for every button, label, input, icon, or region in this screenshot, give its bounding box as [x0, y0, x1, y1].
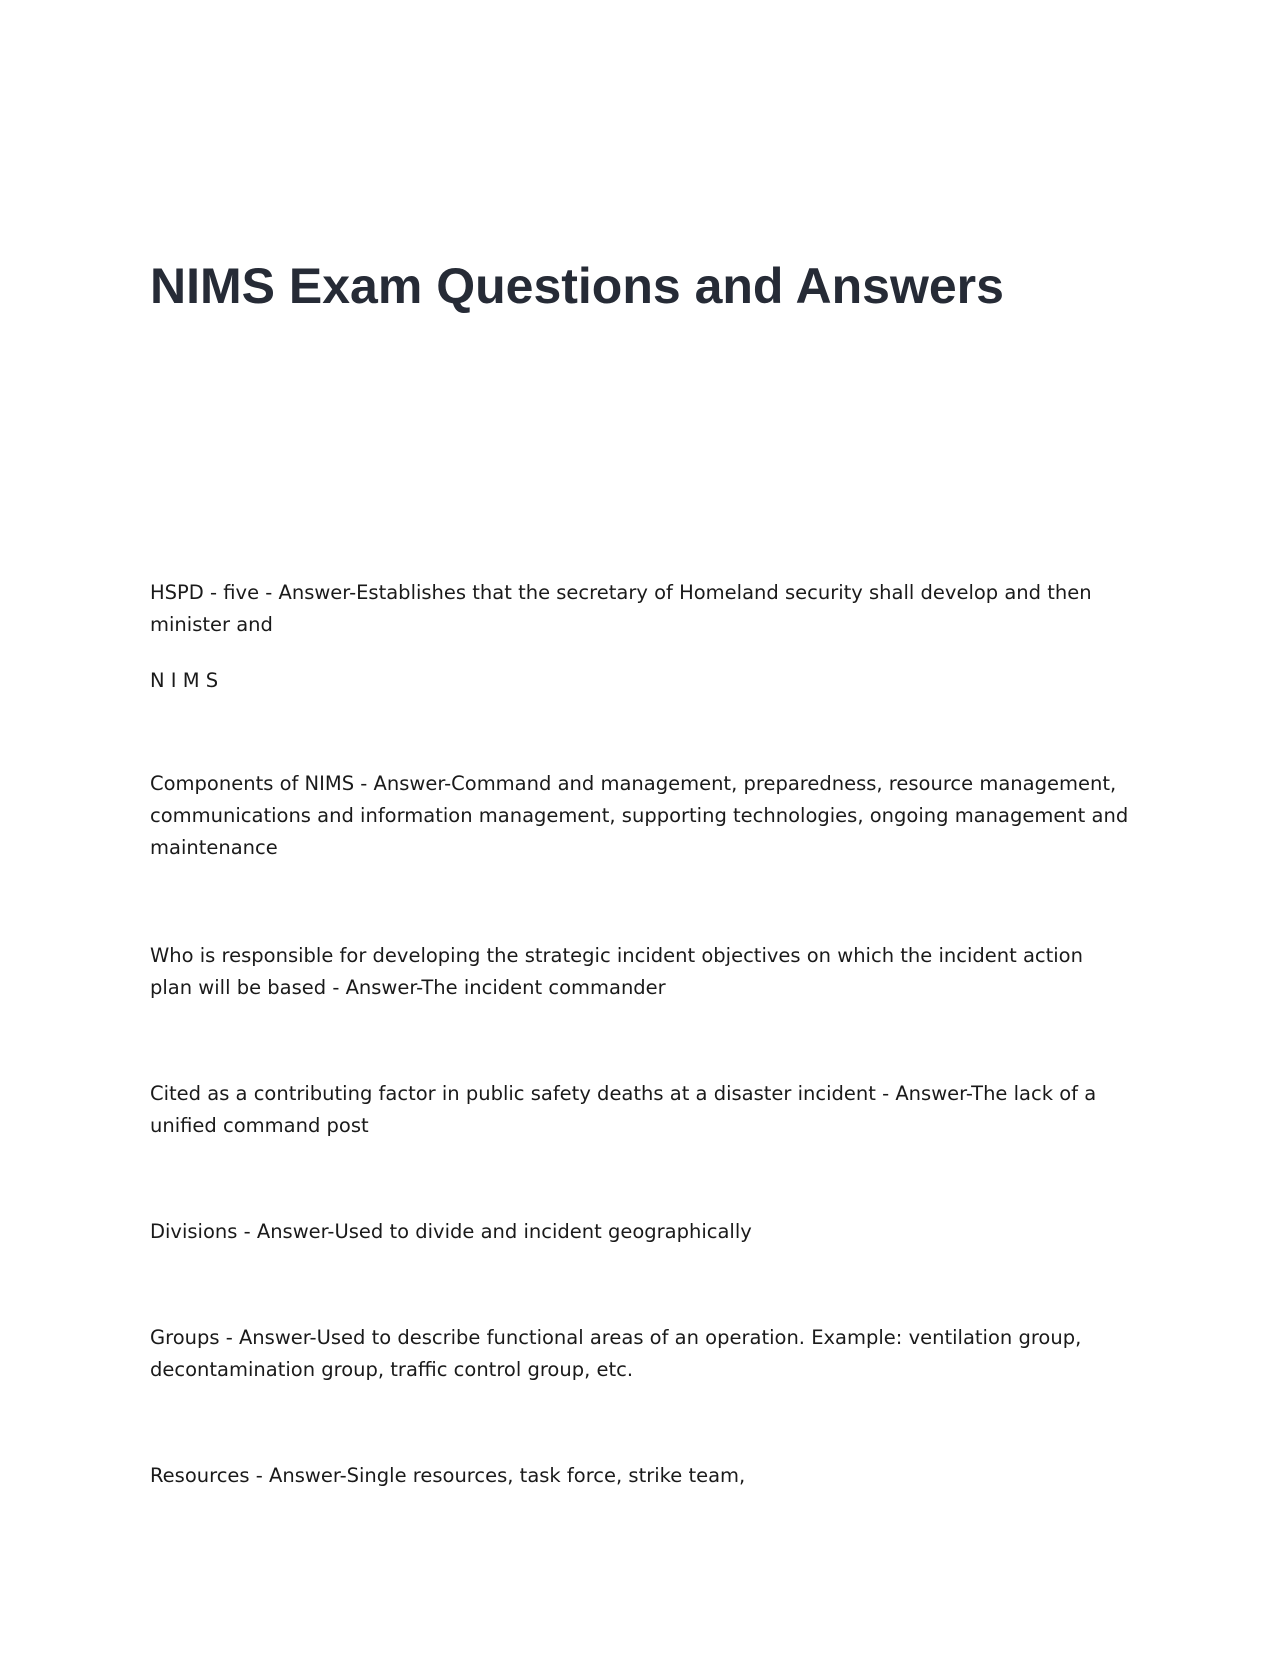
- qa-entry-components: Components of NIMS - Answer-Command and management, preparedness, resource management, communications and information management, supporting technologies, ongoing management and maintenance: [150, 772, 1129, 859]
- qa-entry-nims-continuation: N I M S: [150, 669, 219, 692]
- qa-entry-groups: Groups - Answer-Used to describe functional areas of an operation. Example: ventilation group, decontamination group, traffic control group, etc.: [150, 1326, 1082, 1381]
- qa-entry-divisions: Divisions - Answer-Used to divide and incident geographically: [150, 1220, 752, 1243]
- qa-entry-strategic-objectives: Who is responsible for developing the strategic incident objectives on which the incident action plan will be based - Answer-The incident commander: [150, 944, 1083, 999]
- qa-entry-contributing-factor: Cited as a contributing factor in public safety deaths at a disaster incident - Answer-The lack of a unified command post: [150, 1082, 1097, 1137]
- qa-entry-hspd: HSPD - five - Answer-Establishes that the secretary of Homeland security shall develop and then minister and: [150, 581, 1092, 636]
- document-title: NIMS Exam Questions and Answers: [150, 258, 1004, 314]
- qa-entry-resources: Resources - Answer-Single resources, task force, strike team,: [150, 1464, 746, 1487]
